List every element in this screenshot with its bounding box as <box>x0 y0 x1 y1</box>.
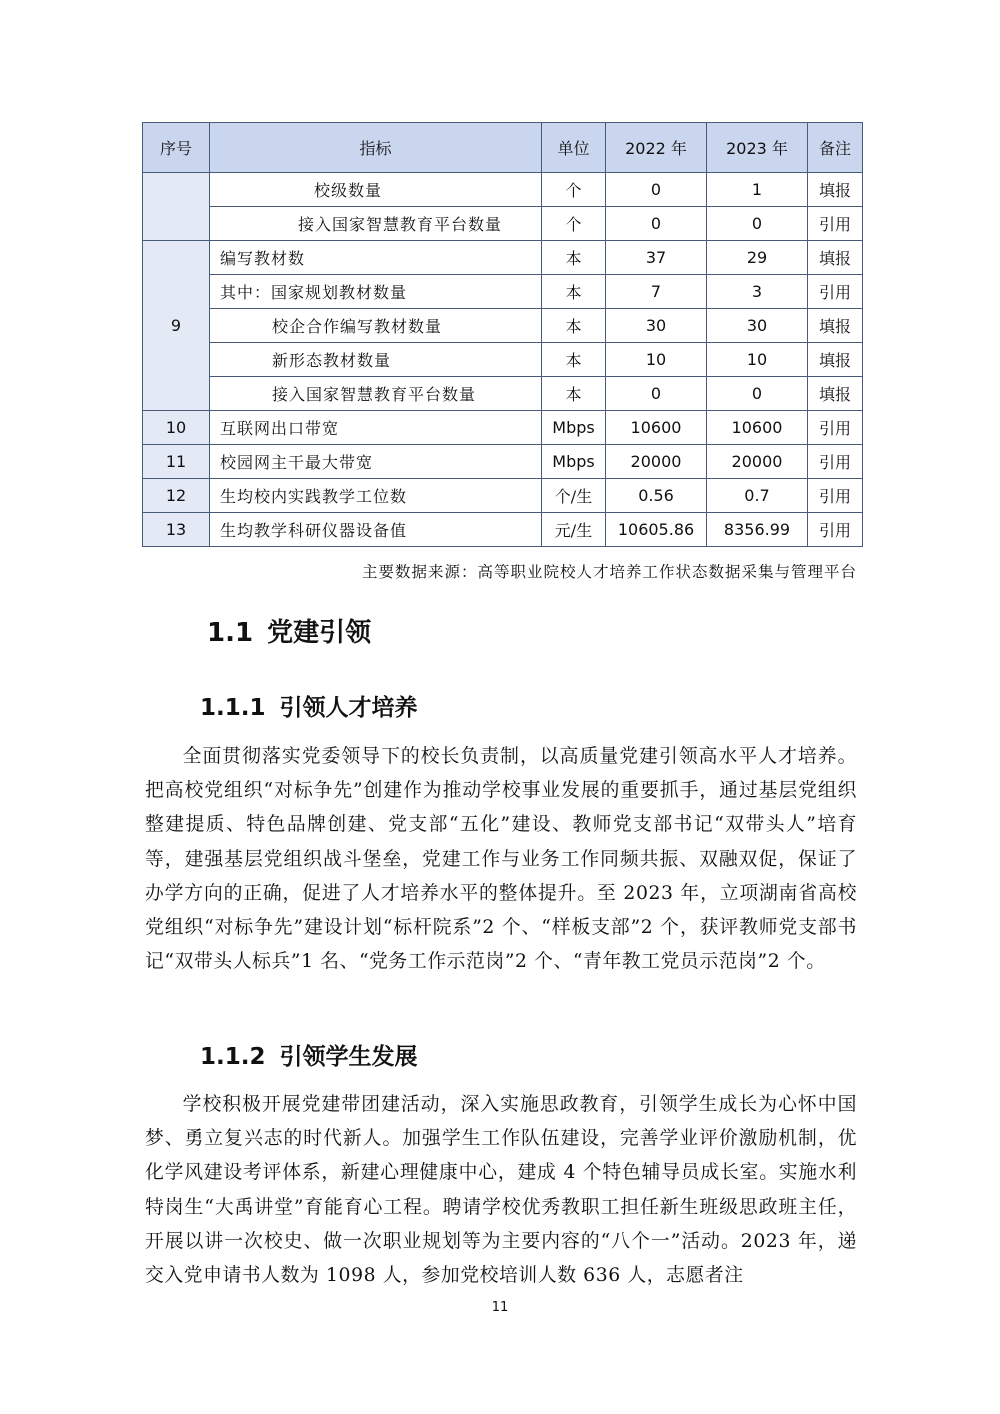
body-paragraph: 全面贯彻落实党委领导下的校长负责制，以高质量党建引领高水平人才培养。把高校党组织“对标争先”创建作为推动学校事业发展的重要抓手，通过基层党组织整建提质、特色品牌创建、党支部“五化”建设、教师党支部书记“双带头人”培育等，建强基层党组织战斗堡垒，党建工作与业务工作同频共振、双融双促，保证了办学方向的正确，促进了人才培养水平的整体提升。至 2023 年，立项湖南省高校党组织“对标争先”建设计划“标杆院系”2 个、“样板支部”2 个，获评教师党支部书记“双带头人标兵”1 名、“党务工作示范岗”2 个、“青年教工党员示范岗”2 个。 <box>145 746 857 973</box>
unit-cell: 个 <box>542 207 606 241</box>
note-cell: 填报 <box>808 173 863 207</box>
indicator-cell: 校园网主干最大带宽 <box>210 445 542 479</box>
unit-cell: 本 <box>542 343 606 377</box>
note-cell: 填报 <box>808 377 863 411</box>
value-2022-cell: 10 <box>606 343 707 377</box>
note-cell: 填报 <box>808 309 863 343</box>
note-cell: 填报 <box>808 241 863 275</box>
indicator-cell: 接入国家智慧教育平台数量 <box>210 207 542 241</box>
section-title: 党建引领 <box>267 618 372 648</box>
table-row <box>143 309 863 343</box>
page-number: 11 <box>491 1300 509 1315</box>
table-header-row <box>143 123 863 173</box>
value-2023-cell: 0 <box>707 377 808 411</box>
table-row <box>143 343 863 377</box>
note-cell: 引用 <box>808 275 863 309</box>
value-2023-cell: 0.7 <box>707 479 808 513</box>
subsection-heading <box>200 689 418 722</box>
subsection-number: 1.1.2 <box>200 1044 266 1070</box>
indicator-cell: 接入国家智慧教育平台数量 <box>210 377 542 411</box>
header-2023: 2023 年 <box>707 123 808 173</box>
indicator-table <box>142 122 863 547</box>
value-2023-cell: 30 <box>707 309 808 343</box>
table-row <box>143 241 863 275</box>
value-2023-cell: 10600 <box>707 411 808 445</box>
table-row <box>143 445 863 479</box>
seq-cell: 9 <box>143 241 210 411</box>
unit-cell: 个 <box>542 173 606 207</box>
value-2022-cell: 10605.86 <box>606 513 707 547</box>
section-heading <box>207 612 371 649</box>
value-2022-cell: 0 <box>606 377 707 411</box>
unit-cell: 本 <box>542 309 606 343</box>
unit-cell: Mbps <box>542 445 606 479</box>
seq-cell: 10 <box>143 411 210 445</box>
value-2023-cell: 8356.99 <box>707 513 808 547</box>
value-2023-cell: 1 <box>707 173 808 207</box>
subsection-number: 1.1.1 <box>200 695 266 721</box>
table-row <box>143 411 863 445</box>
table-row <box>143 513 863 547</box>
indicator-cell: 生均校内实践教学工位数 <box>210 479 542 513</box>
header-2022: 2022 年 <box>606 123 707 173</box>
value-2023-cell: 20000 <box>707 445 808 479</box>
value-2022-cell: 30 <box>606 309 707 343</box>
unit-cell: Mbps <box>542 411 606 445</box>
indicator-cell: 新形态教材数量 <box>210 343 542 377</box>
note-cell: 引用 <box>808 445 863 479</box>
value-2022-cell: 0 <box>606 173 707 207</box>
note-cell: 引用 <box>808 513 863 547</box>
indicator-cell: 编写教材数 <box>210 241 542 275</box>
header-unit: 单位 <box>542 123 606 173</box>
note-cell: 引用 <box>808 207 863 241</box>
value-2023-cell: 10 <box>707 343 808 377</box>
indicator-cell: 校企合作编写教材数量 <box>210 309 542 343</box>
unit-cell: 个/生 <box>542 479 606 513</box>
indicator-cell: 互联网出口带宽 <box>210 411 542 445</box>
unit-cell: 本 <box>542 275 606 309</box>
data-source-note: 主要数据来源：高等职业院校人才培养工作状态数据采集与管理平台 <box>361 563 857 581</box>
seq-cell: 12 <box>143 479 210 513</box>
note-cell: 引用 <box>808 479 863 513</box>
subsection-heading <box>200 1038 418 1071</box>
indicator-cell: 校级数量 <box>210 173 542 207</box>
value-2022-cell: 10600 <box>606 411 707 445</box>
section-number: 1.1 <box>207 618 254 648</box>
table-row <box>143 377 863 411</box>
table-row <box>143 173 863 207</box>
header-note: 备注 <box>808 123 863 173</box>
subsection-title: 引领人才培养 <box>279 695 418 721</box>
header-seq: 序号 <box>143 123 210 173</box>
note-cell: 填报 <box>808 343 863 377</box>
table-row <box>143 479 863 513</box>
unit-cell: 元/生 <box>542 513 606 547</box>
table-row <box>143 207 863 241</box>
seq-cell: 11 <box>143 445 210 479</box>
value-2022-cell: 37 <box>606 241 707 275</box>
body-paragraph: 学校积极开展党建带团建活动，深入实施思政教育，引领学生成长为心怀中国梦、勇立复兴志的时代新人。加强学生工作队伍建设，完善学业评价激励机制，优化学风建设考评体系，新建心理健康中心，建成 4 个特色辅导员成长室。实施水利特岗生“大禹讲堂”育能育心工程。聘请学校优秀教职工担任新生班级思政班主任，开展以讲一次校史、做一次职业规划等为主要内容的“八个一”活动。2023 年，递交入党申请书人数为 1098 人，参加党校培训人数 636 人，志愿者注 <box>145 1094 857 1287</box>
value-2023-cell: 0 <box>707 207 808 241</box>
value-2023-cell: 3 <box>707 275 808 309</box>
indicator-cell: 其中：国家规划教材数量 <box>210 275 542 309</box>
unit-cell: 本 <box>542 377 606 411</box>
seq-cell: 13 <box>143 513 210 547</box>
unit-cell: 本 <box>542 241 606 275</box>
seq-cell-continued <box>143 173 210 241</box>
subsection-title: 引领学生发展 <box>279 1044 418 1070</box>
value-2022-cell: 0 <box>606 207 707 241</box>
header-indicator: 指标 <box>210 123 542 173</box>
table-row <box>143 275 863 309</box>
value-2022-cell: 20000 <box>606 445 707 479</box>
value-2022-cell: 0.56 <box>606 479 707 513</box>
value-2023-cell: 29 <box>707 241 808 275</box>
note-cell: 引用 <box>808 411 863 445</box>
value-2022-cell: 7 <box>606 275 707 309</box>
indicator-cell: 生均教学科研仪器设备值 <box>210 513 542 547</box>
